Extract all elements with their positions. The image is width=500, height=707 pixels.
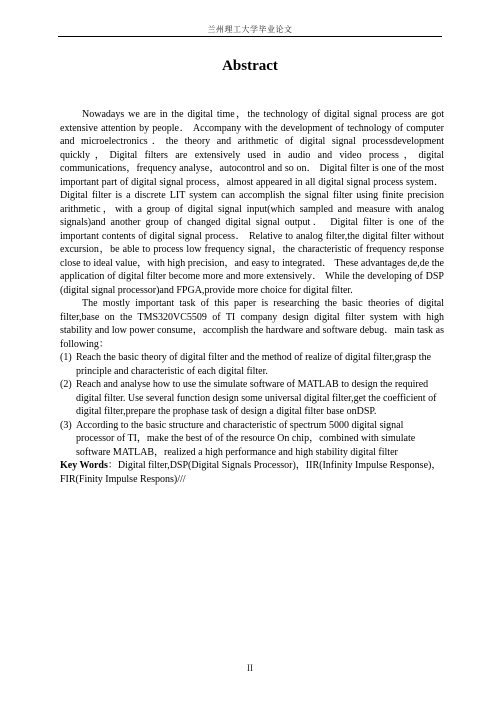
- keywords-label: Key Words: [60, 460, 108, 471]
- task-number: (1): [60, 352, 72, 363]
- task-list: [60, 351, 444, 459]
- task-number: (3): [60, 419, 72, 431]
- header-rule: [58, 36, 442, 37]
- keywords-line: [60, 459, 444, 486]
- keywords-text: ：Digital filter,DSP(Digital Signals Processor)，IIR(Infinity Impulse Response)，FIR(Finity Impulse Respons)///: [60, 460, 442, 485]
- task-item-1: [60, 351, 444, 378]
- abstract-paragraph-2: The mostly important task of this paper is researching the basic theories of digital filter,base on the TMS320VC5509 of TI company design digital filter system with high stability and low power consume，accomplish the hardware and software debug．main task as following：: [60, 298, 444, 350]
- task-item-2: [60, 378, 444, 419]
- running-header: 兰州理工大学毕业论文: [207, 25, 293, 34]
- task-text: Reach and analyse how to use the simulate software of MATLAB to design the required digital filter. Use several function design some universal digital filter,get the coefficient of digital filter,prepare the prophase task of design a digital filter base onDSP.: [76, 379, 437, 417]
- task-item-3: [60, 419, 444, 460]
- abstract-paragraph-1: Nowadays we are in the digital time，the technology of digital signal process are got extensive attention by people． Accompany with the development of technology of computer and microelectronics．the theory and arithmetic of digital signal processdevelopment quickly，Digital filters are extensively used in audio and video process，digital communications，frequency analyse，autocontrol and so on． Digital filter is one of the most important part of digital signal process，almost appeared in all digital signal process system． Digital filter is a discrete LIT system can accomplish the signal filter using finite precision arithmetic，with a group of digital signal input(which sampled and measure with analog signals)and another group of changed digital signal output． Digital filter is one of the important contents of digital signal process． Relative to analog filter,the digital filter without excursion，be able to process low frequency signal，the characteristic of frequency response close to ideal value，with high precision，and easy to integrated． These advantages de,de the application of digital filter become more and more extensively． While the developing of DSP (digital signal processor)and FPGA,provide more choice for digital filter.: [60, 109, 444, 296]
- abstract-body: [60, 108, 444, 486]
- page-number: II: [247, 663, 253, 673]
- task-text: Reach the basic theory of digital filter and the method of realize of digital filter,grasp the principle and characteristic of each digital filter.: [76, 352, 432, 377]
- task-number: (2): [60, 379, 72, 390]
- abstract-title: Abstract: [222, 58, 278, 74]
- task-text: According to the basic structure and characteristic of spectrum 5000 digital signal processor of TI，make the best of of the resource On chip，combined with simulate software MATLAB，realized a high performance and high stability digital filter: [76, 419, 416, 458]
